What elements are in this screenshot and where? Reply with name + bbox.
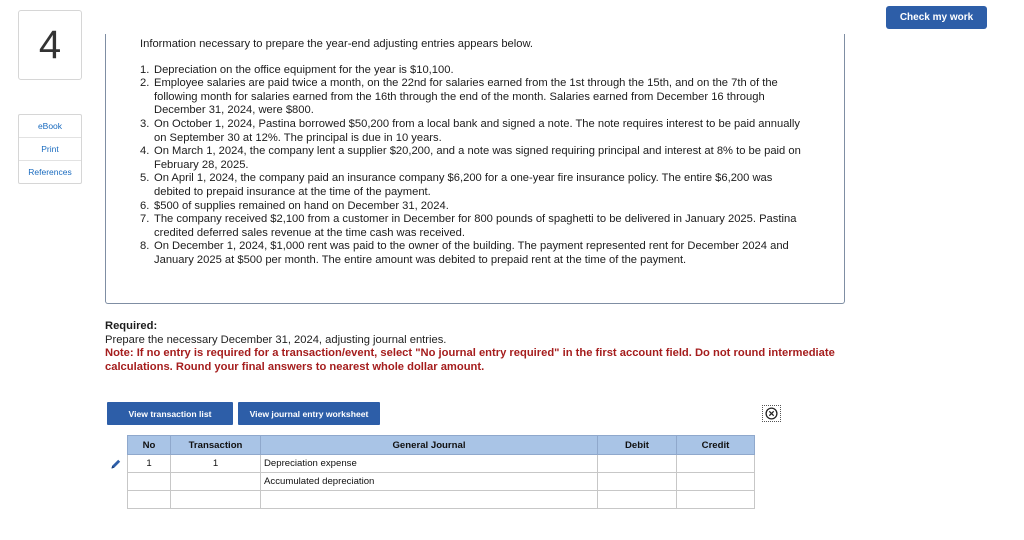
list-item: 6. $500 of supplies remained on hand on December 31, 2024.	[140, 199, 449, 212]
information-panel	[105, 34, 845, 304]
row-no: 1	[128, 455, 171, 473]
list-item: 5. On April 1, 2024, the company paid an insurance company $6,200 for a one-year fire insurance policy. The entire $6,200 was debited to prepaid insurance at the time of the payment.	[140, 172, 773, 198]
row-transaction	[171, 491, 261, 509]
row-transaction	[171, 473, 261, 491]
ebook-link[interactable]: eBook	[37, 121, 63, 131]
col-no: No	[128, 436, 171, 455]
credit-cell[interactable]	[677, 473, 755, 491]
account-cell[interactable]: Accumulated depreciation	[261, 473, 598, 491]
row-no	[128, 473, 171, 491]
debit-cell[interactable]	[598, 491, 677, 509]
close-icon[interactable]	[762, 405, 781, 422]
info-list	[140, 64, 844, 268]
list-item: 8. On December 1, 2024, $1,000 rent was paid to the owner of the building. The payment represented rent for December 2024 and January 2025 at $500 per month. The entire amount was debited to prepaid rent at the time of the payment.	[140, 240, 789, 266]
journal-table	[127, 435, 755, 509]
required-section	[105, 320, 845, 374]
list-item: 7. The company received $2,100 from a customer in December for 800 pounds of spaghetti to be delivered in January 2025. Pastina credited deferred sales revenue at the time cash was received.	[140, 213, 797, 239]
side-nav	[18, 114, 82, 184]
view-journal-entry-worksheet-button[interactable]: View journal entry worksheet	[238, 402, 380, 425]
view-transaction-list-button[interactable]: View transaction list	[107, 402, 233, 425]
col-general-journal: General Journal	[261, 436, 598, 455]
required-note: Note: If no entry is required for a transaction/event, select "No journal entry required" in the first account field. Do not round intermediate calculations. Round your final answers to nearest whole dollar amount.	[105, 347, 835, 373]
list-item: 3. On October 1, 2024, Pastina borrowed $50,200 from a local bank and signed a note. The note requires interest to be paid annually on September 30 at 12%. The principal is due in 10 years.	[140, 117, 800, 144]
row-transaction: 1	[171, 455, 261, 473]
worksheet-tabs	[107, 402, 380, 425]
table-row[interactable]	[128, 455, 755, 473]
question-number: 4	[18, 10, 82, 80]
print-link[interactable]: Print	[19, 137, 81, 160]
list-item: 1. Depreciation on the office equipment for the year is $10,100.	[140, 63, 454, 76]
required-text: Prepare the necessary December 31, 2024, adjusting journal entries.	[105, 333, 447, 346]
required-title: Required:	[105, 320, 158, 332]
table-row[interactable]	[128, 491, 755, 509]
col-credit: Credit	[677, 436, 755, 455]
table-header-row	[128, 436, 755, 455]
list-item: 2. Employee salaries are paid twice a month, on the 22nd for salaries earned from the 1st through the 15th, and on the 7th of the following month for salaries earned from the 16th through the end of the month. Salaries earned from December 16 through December 31, 2024, were $800.	[140, 77, 778, 117]
credit-cell[interactable]	[677, 491, 755, 509]
debit-cell[interactable]	[598, 473, 677, 491]
table-row[interactable]	[128, 473, 755, 491]
references-link[interactable]: References	[19, 160, 81, 183]
check-my-work-button[interactable]: Check my work	[886, 6, 987, 29]
account-cell[interactable]: Depreciation expense	[261, 455, 598, 473]
col-debit: Debit	[598, 436, 677, 455]
credit-cell[interactable]	[677, 455, 755, 473]
pencil-icon[interactable]	[110, 458, 122, 470]
list-item: 4. On March 1, 2024, the company lent a supplier $20,200, and a note was signed requiring principal and interest at 8% to be paid on February 28, 2025.	[140, 145, 801, 171]
col-transaction: Transaction	[171, 436, 261, 455]
info-intro: Information necessary to prepare the year-end adjusting entries appears below.	[140, 38, 534, 50]
account-cell[interactable]	[261, 491, 598, 509]
debit-cell[interactable]	[598, 455, 677, 473]
row-no	[128, 491, 171, 509]
